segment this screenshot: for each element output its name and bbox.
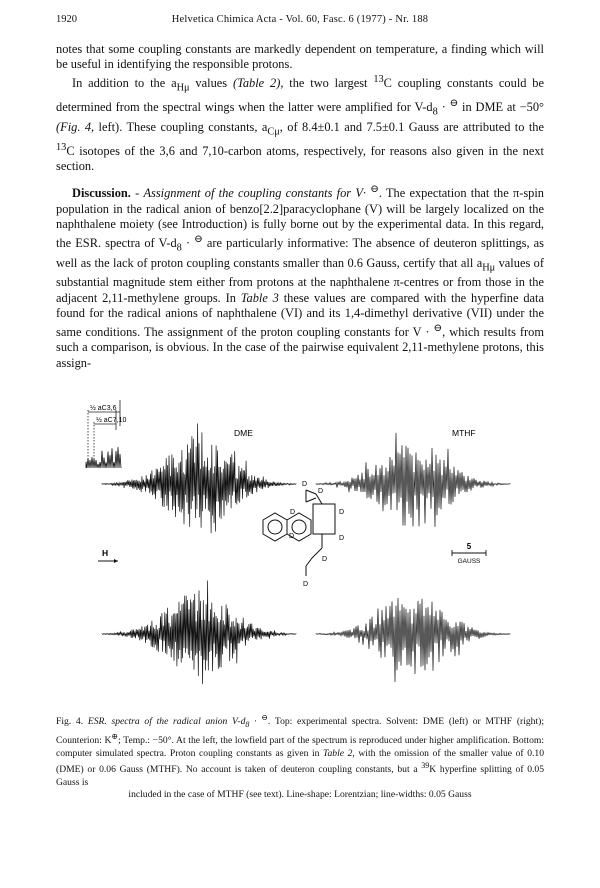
scale-value: 5: [466, 542, 472, 551]
inset-label-c36: ½ aC3,6: [90, 405, 117, 412]
caption-title-b: ·: [249, 716, 262, 728]
table-3-reference: Table 3: [240, 290, 279, 305]
spectrum-mthf-experimental: [316, 433, 510, 527]
spectrum-mthf-simulated: [316, 598, 510, 682]
p3-anion-sign-2: ⊖: [194, 233, 203, 245]
caption-last-line: included in the case of MTHF (see text). Line-shape: Lorentzian; line-widths: 0.05 Gauss: [128, 788, 472, 800]
inset-trace: [86, 447, 121, 468]
p3-sub-h: Hμ: [482, 262, 496, 274]
paragraph-1: [56, 42, 544, 72]
paragraph-1-text: notes that some coupling constants are markedly dependent on temperature, a finding which will be useful in identifying the responsible protons.: [56, 42, 544, 72]
field-arrow: [98, 548, 118, 563]
paragraph-2: [56, 72, 544, 174]
deuterium-label: D: [289, 533, 295, 540]
inset-label-c710: ½ aC7,10: [96, 417, 127, 424]
p3-text-g: , which results from such a comparison, is obvious. In the case of the pairwise equivalent 2,11-methylene protons, this assign-: [56, 325, 544, 370]
caption-text-1: Top: experimental spectra. Solvent: DME (left) or MTHF (right); Counterion: K: [56, 716, 544, 747]
figure-4: [84, 398, 524, 688]
p3-dash: -: [130, 186, 144, 201]
p2-text-a: In addition to the a: [72, 76, 177, 91]
body-text: [56, 42, 544, 371]
p2-text-h: , of 8.4±0.1 and 7.5±0.1 Gauss are attributed to the: [279, 120, 544, 134]
p3-text-b: ·: [181, 236, 195, 251]
p2-sub-c: Cμ: [267, 126, 280, 138]
caption-table-reference: Table 2: [323, 747, 353, 759]
figure-caption: [56, 712, 544, 801]
journal-title: Helvetica Chimica Acta - Vol. 60, Fasc. 6 (1977) - Nr. 188: [171, 14, 429, 25]
caption-title-a: ESR. spectra of the radical anion V-d: [87, 716, 246, 728]
deuterium-label: D: [302, 481, 308, 488]
caption-title-sub: 8: [245, 720, 250, 730]
p2-anion-sign: ⊖: [449, 98, 459, 110]
esr-spectra-figure: [84, 398, 524, 688]
table-2-reference: (Table 2): [232, 76, 281, 91]
p2-text-d: C coupling constants could be determined from the spectral wings when the latter were amplified for V-d: [56, 76, 544, 115]
figure-4-reference: (Fig. 4: [56, 120, 92, 134]
spectrum-dme-experimental: [102, 424, 296, 534]
caption-title-anion: ⊖: [261, 713, 268, 722]
p3-text-f: ·: [421, 325, 434, 340]
p2-text-b: values: [189, 76, 233, 91]
deuterium-label: D: [339, 509, 345, 516]
spectrum-dme-simulated: [102, 581, 296, 685]
gauss-scale-bar: [452, 542, 486, 565]
section-heading: Discussion.: [72, 186, 131, 201]
p2-text-e: ·: [437, 100, 450, 115]
p2-sup-13b: 13: [56, 141, 67, 153]
section-subheading: [143, 186, 378, 200]
molecule-structure: [263, 490, 335, 576]
dme-label: DME: [234, 428, 253, 438]
caption-sup-39: 39: [421, 761, 430, 771]
p3-text-e: these values are compared with the hyperfine data found for the radical anions of naphthalene (VI) and its 1,4-dimethyl derivative (VII) under the same conditions. The assignment of the proton coupling constants for V: [56, 290, 544, 340]
p2-text-i: C isotopes of the 3,6 and 7,10-carbon atoms, respectively, for reasons also given in the next section.: [56, 143, 544, 173]
caption-lead: Fig. 4.: [56, 716, 88, 728]
amplified-inset: [86, 400, 126, 468]
page-number: 1920: [56, 14, 77, 25]
deuterium-label: D: [322, 556, 328, 563]
scale-unit: GAUSS: [457, 558, 481, 565]
deuterium-label: D: [339, 535, 345, 542]
running-header: [56, 14, 544, 30]
deuterium-label: D: [290, 509, 296, 516]
deuterium-label: D: [318, 488, 324, 495]
benzene-ring-left: [263, 513, 287, 541]
aromatic-circle-right: [292, 520, 306, 534]
p2-sub-h: Hμ: [176, 83, 190, 94]
caption-text-4: K hyperfine splitting of 0.05 Gauss is: [56, 764, 544, 788]
p3-subheading-anion: ⊖: [370, 184, 379, 196]
p3-subheading-sep: ·: [362, 186, 371, 201]
p3-anion-sign-3: ⊖: [433, 323, 443, 335]
caption-text-2: ; Temp.: −50°. At the left, the lowfield part of the spectrum is reproduced under higher amplification. Bottom: computer simulated spectra. Proton coupling constants as given in: [56, 735, 544, 759]
mthf-label: MTHF: [452, 428, 476, 438]
p2-text-f: in DME at −50°: [458, 100, 544, 115]
p2-sub-8: 8: [432, 106, 438, 118]
p3-subheading-text: Assignment of the coupling constants for V: [143, 186, 363, 201]
p3-text-d: values of substantial magnitude stem either from protons at the naphthalene π-centres or from those in the adjacent 2,11-methylene groups. In: [56, 255, 544, 305]
p3-sub-8: 8: [176, 242, 182, 254]
p3-text-c: are particularly informative: The absence of deuteron splittings, as well as the lack of proton coupling constants smaller than 0.6 Gauss, certify that all a: [56, 236, 544, 270]
p2-text-c: , the two largest: [280, 76, 374, 91]
caption-text-3: , with the omission of the smaller value of 0.10 (DME) or 0.06 Gauss (MTHF). No account is taken of deuteron coupling constants, but a: [56, 747, 544, 776]
aromatic-circle-left: [268, 520, 282, 534]
p2-text-g: , left). These coupling constants, a: [91, 120, 268, 134]
caption-title-c: .: [267, 716, 275, 728]
caption-kplus: ⊕: [111, 732, 119, 742]
caption-title: [87, 713, 268, 730]
field-h-label: H: [102, 548, 109, 558]
deuterium-label: D: [303, 581, 309, 588]
p3-text-a: . The expectation that the π-spin population in the radical anion of benzo[2.2]paracyclophane (V) will be largely localized on the naphthalene moiety (see Introduction) is fully borne out by the experimental data. In this regard, the ESR. spectra of V-d: [56, 186, 544, 251]
p2-sup-13: 13: [373, 74, 384, 86]
paragraph-3: [56, 182, 544, 371]
